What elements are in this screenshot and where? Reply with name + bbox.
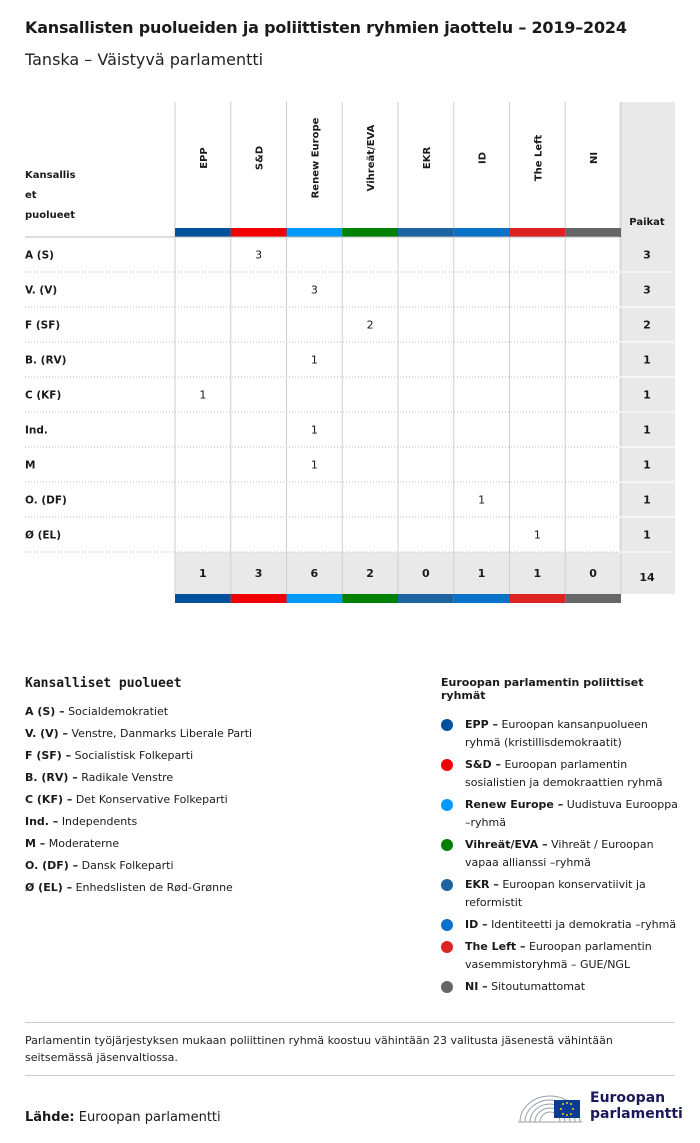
column-total-cell: 0 (422, 567, 430, 580)
row-total-cell: 1 (643, 493, 651, 507)
group-color-band (175, 228, 231, 237)
group-abbr: EKR – (465, 878, 499, 891)
row-header-label: Kansallis (25, 170, 76, 181)
group-color-band (454, 594, 510, 603)
column-total-cell: 3 (254, 567, 263, 580)
group-color-dot-icon (441, 919, 453, 931)
row-party-label: M (25, 459, 36, 472)
seat-count-cell: 1 (199, 388, 207, 402)
group-legend-title: Euroopan parlamentin poliittiset ryhmät (441, 676, 644, 702)
group-color-dot-icon (441, 941, 453, 953)
column-total-cell: 2 (366, 567, 374, 580)
group-legend-item (441, 938, 681, 974)
column-total-cell: 1 (199, 567, 207, 580)
column-total-cell: 6 (310, 567, 319, 580)
group-abbr: Vihreät/EVA – (465, 838, 548, 851)
group-color-band (287, 594, 343, 603)
group-abbr: EPP – (465, 718, 498, 731)
national-legend-item (25, 767, 385, 789)
national-legend-item (25, 833, 385, 855)
source-value: Euroopan parlamentti (78, 1110, 221, 1125)
group-color-dot-icon (441, 759, 453, 771)
national-parties-legend (25, 676, 385, 899)
row-total-cell: 1 (643, 458, 651, 472)
group-legend-item (441, 876, 681, 912)
row-party-label: V. (V) (25, 284, 58, 297)
party-abbr: B. (RV) – (25, 771, 78, 784)
column-total-cell: 1 (477, 567, 486, 580)
group-color-band (175, 594, 231, 603)
seat-count-cell: 1 (310, 458, 318, 472)
group-legend-item (441, 796, 681, 832)
group-color-band (231, 228, 287, 237)
grand-total-cell: 14 (639, 571, 655, 584)
party-name: Enhedslisten de Rød-Grønne (75, 881, 233, 894)
group-legend-item (441, 756, 681, 792)
party-name: Venstre, Danmarks Liberale Parti (71, 727, 253, 740)
seat-count-cell: 2 (366, 318, 374, 332)
group-color-band (510, 228, 566, 237)
source (25, 1110, 221, 1125)
column-header: EKR (421, 146, 433, 170)
group-color-dot-icon (441, 839, 453, 851)
row-total-cell: 1 (643, 353, 651, 367)
chart-title: Kansallisten puolueiden ja poliittisten ryhmien jaottelu – 2019–2024 (25, 18, 627, 37)
row-total-cell: 1 (643, 528, 651, 542)
seats-header: Paikat (629, 217, 665, 228)
row-total-cell: 1 (643, 423, 651, 437)
group-color-dot-icon (441, 719, 453, 731)
group-legend-item (441, 836, 681, 872)
group-color-band (342, 594, 398, 603)
seat-count-cell: 3 (310, 283, 318, 297)
column-header: NI (589, 151, 601, 165)
row-party-label: B. (RV) (25, 354, 67, 367)
party-abbr: A (S) – (25, 705, 65, 718)
totals-row-bg (175, 552, 619, 594)
group-color-band (454, 228, 510, 237)
national-legend-item (25, 811, 385, 833)
group-name: Euroopan konservatiivit ja reformistit (465, 878, 646, 909)
group-color-band (565, 594, 621, 603)
group-color-dot-icon (441, 879, 453, 891)
group-abbr: The Left – (465, 940, 526, 953)
row-header-label: puolueet (25, 210, 76, 221)
row-party-label: O. (DF) (25, 494, 67, 507)
logo-line-1: Euroopan (590, 1090, 666, 1106)
party-abbr: O. (DF) – (25, 859, 79, 872)
source-label: Lähde: (25, 1110, 75, 1125)
column-header: The Left (533, 134, 545, 182)
row-total-cell: 3 (643, 283, 651, 297)
political-groups-legend (441, 676, 681, 1000)
group-name: Euroopan parlamentin vasemmistoryhmä – GUE/NGL (465, 940, 652, 971)
column-header: EPP (198, 147, 210, 169)
group-name: Sitoutumattomat (491, 980, 586, 993)
group-abbr: Renew Europe – (465, 798, 564, 811)
column-header: Vihreät/EVA (366, 124, 378, 192)
party-name: Dansk Folkeparti (81, 859, 174, 872)
national-legend-item (25, 745, 385, 767)
group-legend-item (441, 716, 681, 752)
row-party-label: A (S) (25, 249, 54, 262)
seat-count-cell: 1 (533, 528, 541, 542)
national-legend-title: Kansalliset puolueet (25, 676, 182, 691)
group-name: Identiteetti ja demokratia –ryhmä (491, 918, 677, 931)
group-color-band (510, 594, 566, 603)
seat-count-cell: 1 (310, 423, 318, 437)
divider (25, 1022, 675, 1023)
seats-column-bg (619, 102, 675, 594)
national-legend-item (25, 701, 385, 723)
group-abbr: S&D – (465, 758, 501, 771)
group-abbr: ID – (465, 918, 488, 931)
group-abbr: NI – (465, 980, 488, 993)
group-color-band (287, 228, 343, 237)
party-name: Radikale Venstre (81, 771, 174, 784)
column-total-cell: 0 (589, 567, 597, 580)
party-name: Socialdemokratiet (68, 705, 169, 718)
national-legend-item (25, 723, 385, 745)
row-total-cell: 3 (643, 248, 651, 262)
row-party-label: Ind. (25, 424, 48, 437)
logo-line-2: parlamentti (590, 1106, 683, 1122)
row-header-label: et (25, 190, 37, 201)
group-legend-item (441, 978, 681, 996)
party-name: Det Konservative Folkeparti (75, 793, 228, 806)
group-name: Uudistuva Eurooppa –ryhmä (465, 798, 678, 829)
group-color-band (565, 228, 621, 237)
group-name: Euroopan kansanpuolueen ryhmä (kristillisdemokraatit) (465, 718, 648, 749)
seat-count-cell: 3 (255, 248, 263, 262)
party-abbr: V. (V) – (25, 727, 69, 740)
row-total-cell: 1 (643, 388, 651, 402)
party-name: Independents (61, 815, 138, 828)
party-abbr: F (SF) – (25, 749, 72, 762)
group-color-band (231, 594, 287, 603)
national-legend-item (25, 877, 385, 899)
national-legend-item (25, 789, 385, 811)
column-header: ID (477, 151, 489, 165)
logo-wordmark (590, 1090, 683, 1122)
footnote: Parlamentin työjärjestyksen mukaan poliittinen ryhmä koostuu vähintään 23 valitusta jäsenestä vähintään seitsemässä jäsenvaltiossa. (25, 1034, 613, 1064)
group-color-dot-icon (441, 799, 453, 811)
row-party-label: C (KF) (25, 389, 62, 402)
party-abbr: Ø (EL) – (25, 881, 73, 894)
group-name: Euroopan parlamentin sosialistien ja demokraattien ryhmä (465, 758, 663, 789)
row-party-label: F (SF) (25, 319, 61, 332)
group-color-band (398, 594, 454, 603)
column-header: S&D (254, 145, 266, 171)
chart-subtitle: Tanska – Väistyvä parlamentti (25, 50, 264, 69)
group-legend-item (441, 916, 681, 934)
party-abbr: Ind. – (25, 815, 59, 828)
party-abbr: M – (25, 837, 46, 850)
party-name: Moderaterne (48, 837, 120, 850)
group-color-band (398, 228, 454, 237)
divider (25, 1075, 675, 1076)
row-party-label: Ø (EL) (25, 529, 62, 542)
group-color-dot-icon (441, 981, 453, 993)
group-name: Vihreät / Euroopan vapaa allianssi –ryhmä (465, 838, 654, 869)
row-total-cell: 2 (643, 318, 651, 332)
national-legend-item (25, 855, 385, 877)
column-total-cell: 1 (533, 567, 542, 580)
seat-count-cell: 1 (478, 493, 486, 507)
column-header: Renew Europe (310, 117, 322, 199)
seat-count-cell: 1 (310, 353, 318, 367)
party-abbr: C (KF) – (25, 793, 73, 806)
party-name: Socialistisk Folkeparti (74, 749, 194, 762)
group-color-band (342, 228, 398, 237)
